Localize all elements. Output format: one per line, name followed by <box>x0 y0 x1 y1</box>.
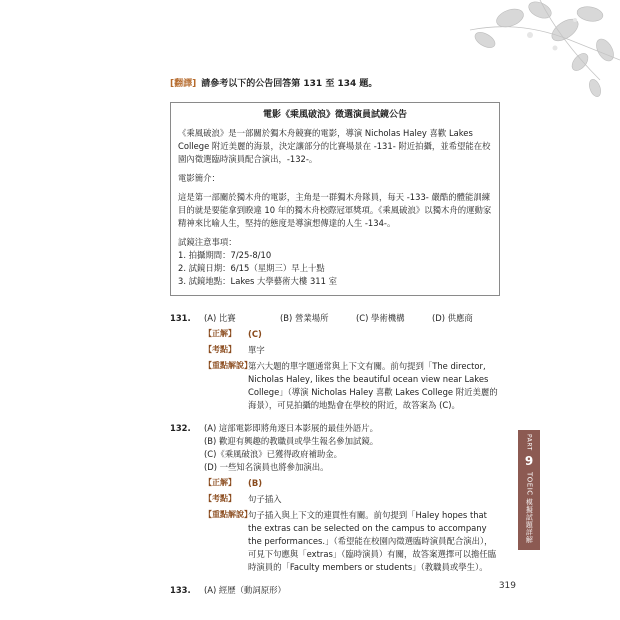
question-number: 132. <box>170 423 191 434</box>
question-132 <box>170 422 500 574</box>
section-heading <box>170 78 500 92</box>
option: (A) 經歷（動詞原形） <box>204 585 286 596</box>
point-label: 【考點】 <box>204 494 236 504</box>
point-row <box>204 344 500 357</box>
notice-box <box>170 102 500 296</box>
translation-tag: [翻譯] <box>170 79 197 89</box>
analysis-label: 【重點解說】 <box>204 510 252 520</box>
answer-label: 【正解】 <box>204 329 236 339</box>
notice-paragraph: 這是第一部關於獨木舟的電影，主角是一群獨木舟隊員，每天 -133- 嚴酷的體能訓練目的就是要能拿到睽違 10 年的獨木舟校際冠軍獎項。《乘風破浪》以獨木舟的運動家精神來比喻人生，堅持的態度是導演想傳達的人生 -134-。 <box>178 191 492 228</box>
analysis-text: 句子插入與上下文的連貫性有關。前句提到「Haley hopes that the extras can be selected on the campus to accompany the performances.」（希望能在校園內徵選臨時演員配合演出），可見下句應與「extras」（臨時演員）有關，故答案選擇可以擔任臨時演員的「Faculty members or students」（教職員或學生）。 <box>248 510 497 573</box>
option: (C) 學術機構 <box>356 313 405 324</box>
answer-row <box>204 328 500 341</box>
analysis-row <box>204 509 500 574</box>
part-number: 9 <box>524 453 534 468</box>
question-131 <box>170 312 500 412</box>
part-title: TOEIC 模擬試題詳解 <box>525 472 534 544</box>
notice-notes <box>178 236 492 288</box>
question-133 <box>170 584 500 597</box>
instruction-text: 請參考以下的公告回答第 131 至 134 題。 <box>201 79 378 89</box>
option: (B) 歡迎有興趣的教職員或學生報名參加試鏡。 <box>204 436 379 447</box>
options-row <box>204 312 508 325</box>
answer-value: (B) <box>248 478 263 489</box>
option: (D) 供應商 <box>432 313 473 324</box>
analysis-text: 第六大題的單字題通常與上下文有關。前句提到「The director, Nicholas Haley, likes the beautiful ocean view near Lakes College」（導演 Nicholas Haley 喜歡 Lakes College 附近美麗的海景），可見拍攝的地點會在學校的附近，故答案為 (C)。 <box>248 361 498 411</box>
question-number: 133. <box>170 585 191 596</box>
part-label: PART <box>525 434 533 451</box>
notice-title: 電影《乘風破浪》徵選演員試鏡公告 <box>262 109 407 120</box>
question-number: 131. <box>170 313 191 324</box>
point-row <box>204 493 500 506</box>
point-value: 單字 <box>248 345 265 356</box>
part-side-tab <box>518 430 540 550</box>
page-number: 319 <box>498 581 516 591</box>
point-value: 句子插入 <box>248 494 282 505</box>
point-label: 【考點】 <box>204 345 236 355</box>
note-item: 2. 試鏡日期：6/15（星期三）早上十點 <box>178 263 325 274</box>
answer-row <box>204 477 500 490</box>
notice-subheading: 電影簡介： <box>178 172 220 183</box>
analysis-label: 【重點解說】 <box>204 361 252 371</box>
option: (A) 比賽 <box>204 313 236 324</box>
options-column <box>204 422 378 474</box>
answer-value: (C) <box>248 329 262 340</box>
option: (D) 一些知名演員也將參加演出。 <box>204 462 329 473</box>
option: (C)《乘風破浪》已獲得政府補助金。 <box>204 449 343 460</box>
note-item: 1. 拍攝期間：7/25-8/10 <box>178 250 272 260</box>
analysis-row <box>204 360 500 412</box>
answer-label: 【正解】 <box>204 478 236 488</box>
option: (B) 營業場所 <box>280 313 329 324</box>
page-content <box>170 78 500 607</box>
notes-title: 試鏡注意事項： <box>178 236 237 247</box>
notice-paragraph: 《乘風破浪》是一部關於獨木舟競賽的電影，導演 Nicholas Haley 喜歡 Lakes College 附近美麗的海景，決定讓部分的比賽場景在 -131- 附近拍攝，並希望能在校園內徵選臨時演員配合演出，-132-。 <box>178 127 491 164</box>
option: (A) 這部電影即將角逐日本影展的最佳外語片。 <box>204 423 379 434</box>
note-item: 3. 試鏡地點：Lakes 大學藝術大樓 311 室 <box>178 276 337 287</box>
